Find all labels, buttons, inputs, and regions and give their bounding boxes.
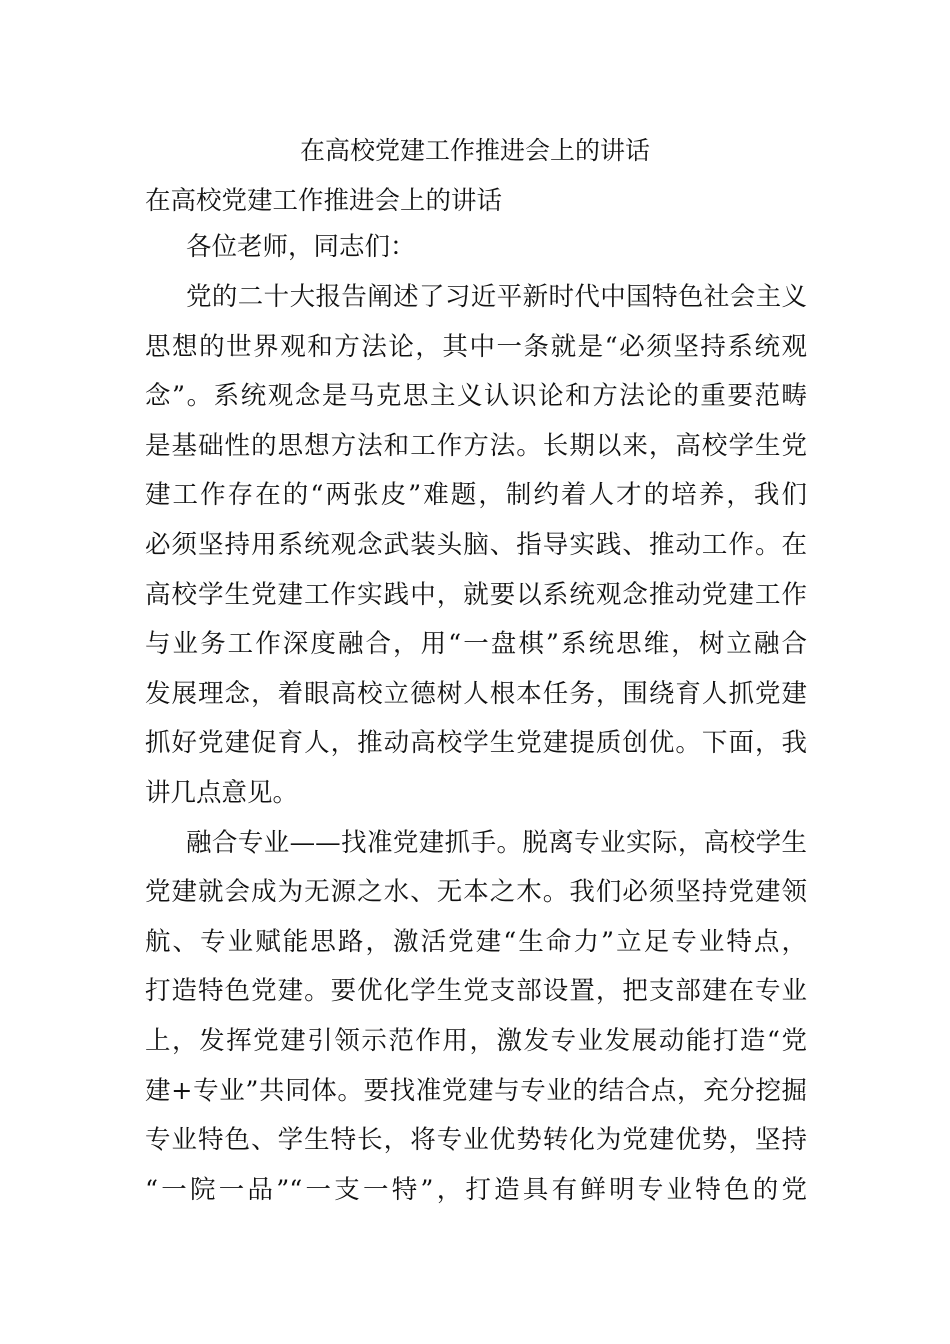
paragraph-line: 念”。系统观念是马克思主义认识论和方法论的重要范畴 (145, 381, 807, 412)
paragraph-line: 思想的世界观和方法论，其中一条就是“必须坚持系统观 (145, 331, 807, 362)
paragraph-line: 发展理念，着眼高校立德树人根本任务，围绕育人抓党建 (145, 678, 807, 709)
greeting-line: 各位老师，同志们： (186, 232, 416, 262)
paragraph-line: 讲几点意见。 (145, 777, 299, 808)
paragraph-line: 建+专业”共同体。要找准党建与专业的结合点，充分挖掘 (145, 1075, 807, 1106)
paragraph-line: 高校学生党建工作实践中，就要以系统观念推动党建工作 (145, 579, 807, 610)
paragraph-line: 打造特色党建。要优化学生党支部设置，把支部建在专业 (145, 976, 807, 1007)
document-subtitle: 在高校党建工作推进会上的讲话 (145, 186, 503, 216)
paragraph-line: 抓好党建促育人，推动高校学生党建提质创优。下面，我 (145, 728, 807, 759)
paragraph-line: 党建就会成为无源之水、无本之木。我们必须坚持党建领 (145, 877, 807, 908)
paragraph-line: 与业务工作深度融合，用“一盘棋”系统思维，树立融合 (145, 629, 807, 660)
paragraph-1 (145, 273, 807, 819)
document-body (145, 181, 807, 1215)
paragraph-line: “一院一品”“一支一特”，打造具有鲜明专业特色的党 (145, 1174, 807, 1205)
paragraph-line: 专业特色、学生特长，将专业优势转化为党建优势，坚持 (145, 1125, 807, 1156)
paragraph-line: 是基础性的思想方法和工作方法。长期以来，高校学生党 (145, 430, 807, 461)
paragraph-line: 航、专业赋能思路，激活党建“生命力”立足专业特点， (145, 926, 807, 957)
paragraph-line: 建工作存在的“两张皮”难题，制约着人才的培养，我们 (145, 480, 807, 511)
paragraph-2 (145, 819, 807, 1216)
paragraph-line: 融合专业——找准党建抓手。脱离专业实际，高校学生 (186, 827, 807, 858)
document-title: 在高校党建工作推进会上的讲话 (299, 136, 650, 165)
paragraph-line: 必须坚持用系统观念武装头脑、指导实践、推动工作。在 (145, 529, 807, 560)
paragraph-line: 上，发挥党建引领示范作用，激发专业发展动能打造“党 (145, 1025, 807, 1056)
paragraph-line: 党的二十大报告阐述了习近平新时代中国特色社会主义 (186, 282, 807, 312)
